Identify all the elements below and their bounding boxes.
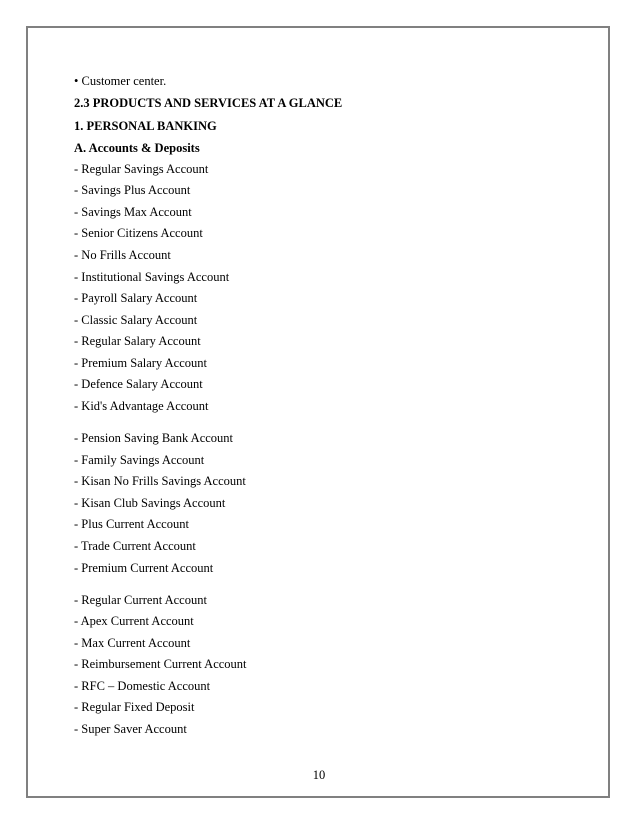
- intro-bullet: • Customer center.: [74, 74, 167, 88]
- list-item: - Payroll Salary Account: [74, 291, 198, 305]
- section-heading: 2.3 PRODUCTS AND SERVICES AT A GLANCE: [74, 96, 343, 110]
- list-item: - Max Current Account: [74, 636, 191, 650]
- list-item: - Super Saver Account: [74, 722, 187, 736]
- list-item: - Trade Current Account: [74, 539, 196, 553]
- list-item: - RFC – Domestic Account: [74, 679, 211, 693]
- list-item: - Regular Fixed Deposit: [74, 700, 195, 714]
- list-item: - Regular Current Account: [74, 593, 207, 607]
- list-item: - Kisan Club Savings Account: [74, 496, 226, 510]
- page-number: 10: [312, 768, 326, 782]
- list-item: - Savings Max Account: [74, 205, 192, 219]
- subsection-heading: 1. PERSONAL BANKING: [74, 119, 217, 133]
- list-item: - No Frills Account: [74, 248, 171, 262]
- list-item: - Reimbursement Current Account: [74, 657, 247, 671]
- list-item: - Premium Current Account: [74, 561, 214, 575]
- list-item: - Pension Saving Bank Account: [74, 431, 234, 445]
- list-item: - Apex Current Account: [74, 614, 194, 628]
- list-item: - Plus Current Account: [74, 517, 189, 531]
- list-item: - Regular Savings Account: [74, 162, 209, 176]
- list-item: - Institutional Savings Account: [74, 270, 230, 284]
- list-item: - Regular Salary Account: [74, 334, 201, 348]
- list-item: - Kid's Advantage Account: [74, 399, 209, 413]
- list-item: - Savings Plus Account: [74, 183, 191, 197]
- list-item: - Premium Salary Account: [74, 356, 207, 370]
- list-item: - Classic Salary Account: [74, 313, 198, 327]
- list-item: - Defence Salary Account: [74, 377, 203, 391]
- list-item: - Senior Citizens Account: [74, 226, 203, 240]
- list-item: - Family Savings Account: [74, 453, 205, 467]
- category-heading: A. Accounts & Deposits: [74, 141, 200, 155]
- list-item: - Kisan No Frills Savings Account: [74, 474, 246, 488]
